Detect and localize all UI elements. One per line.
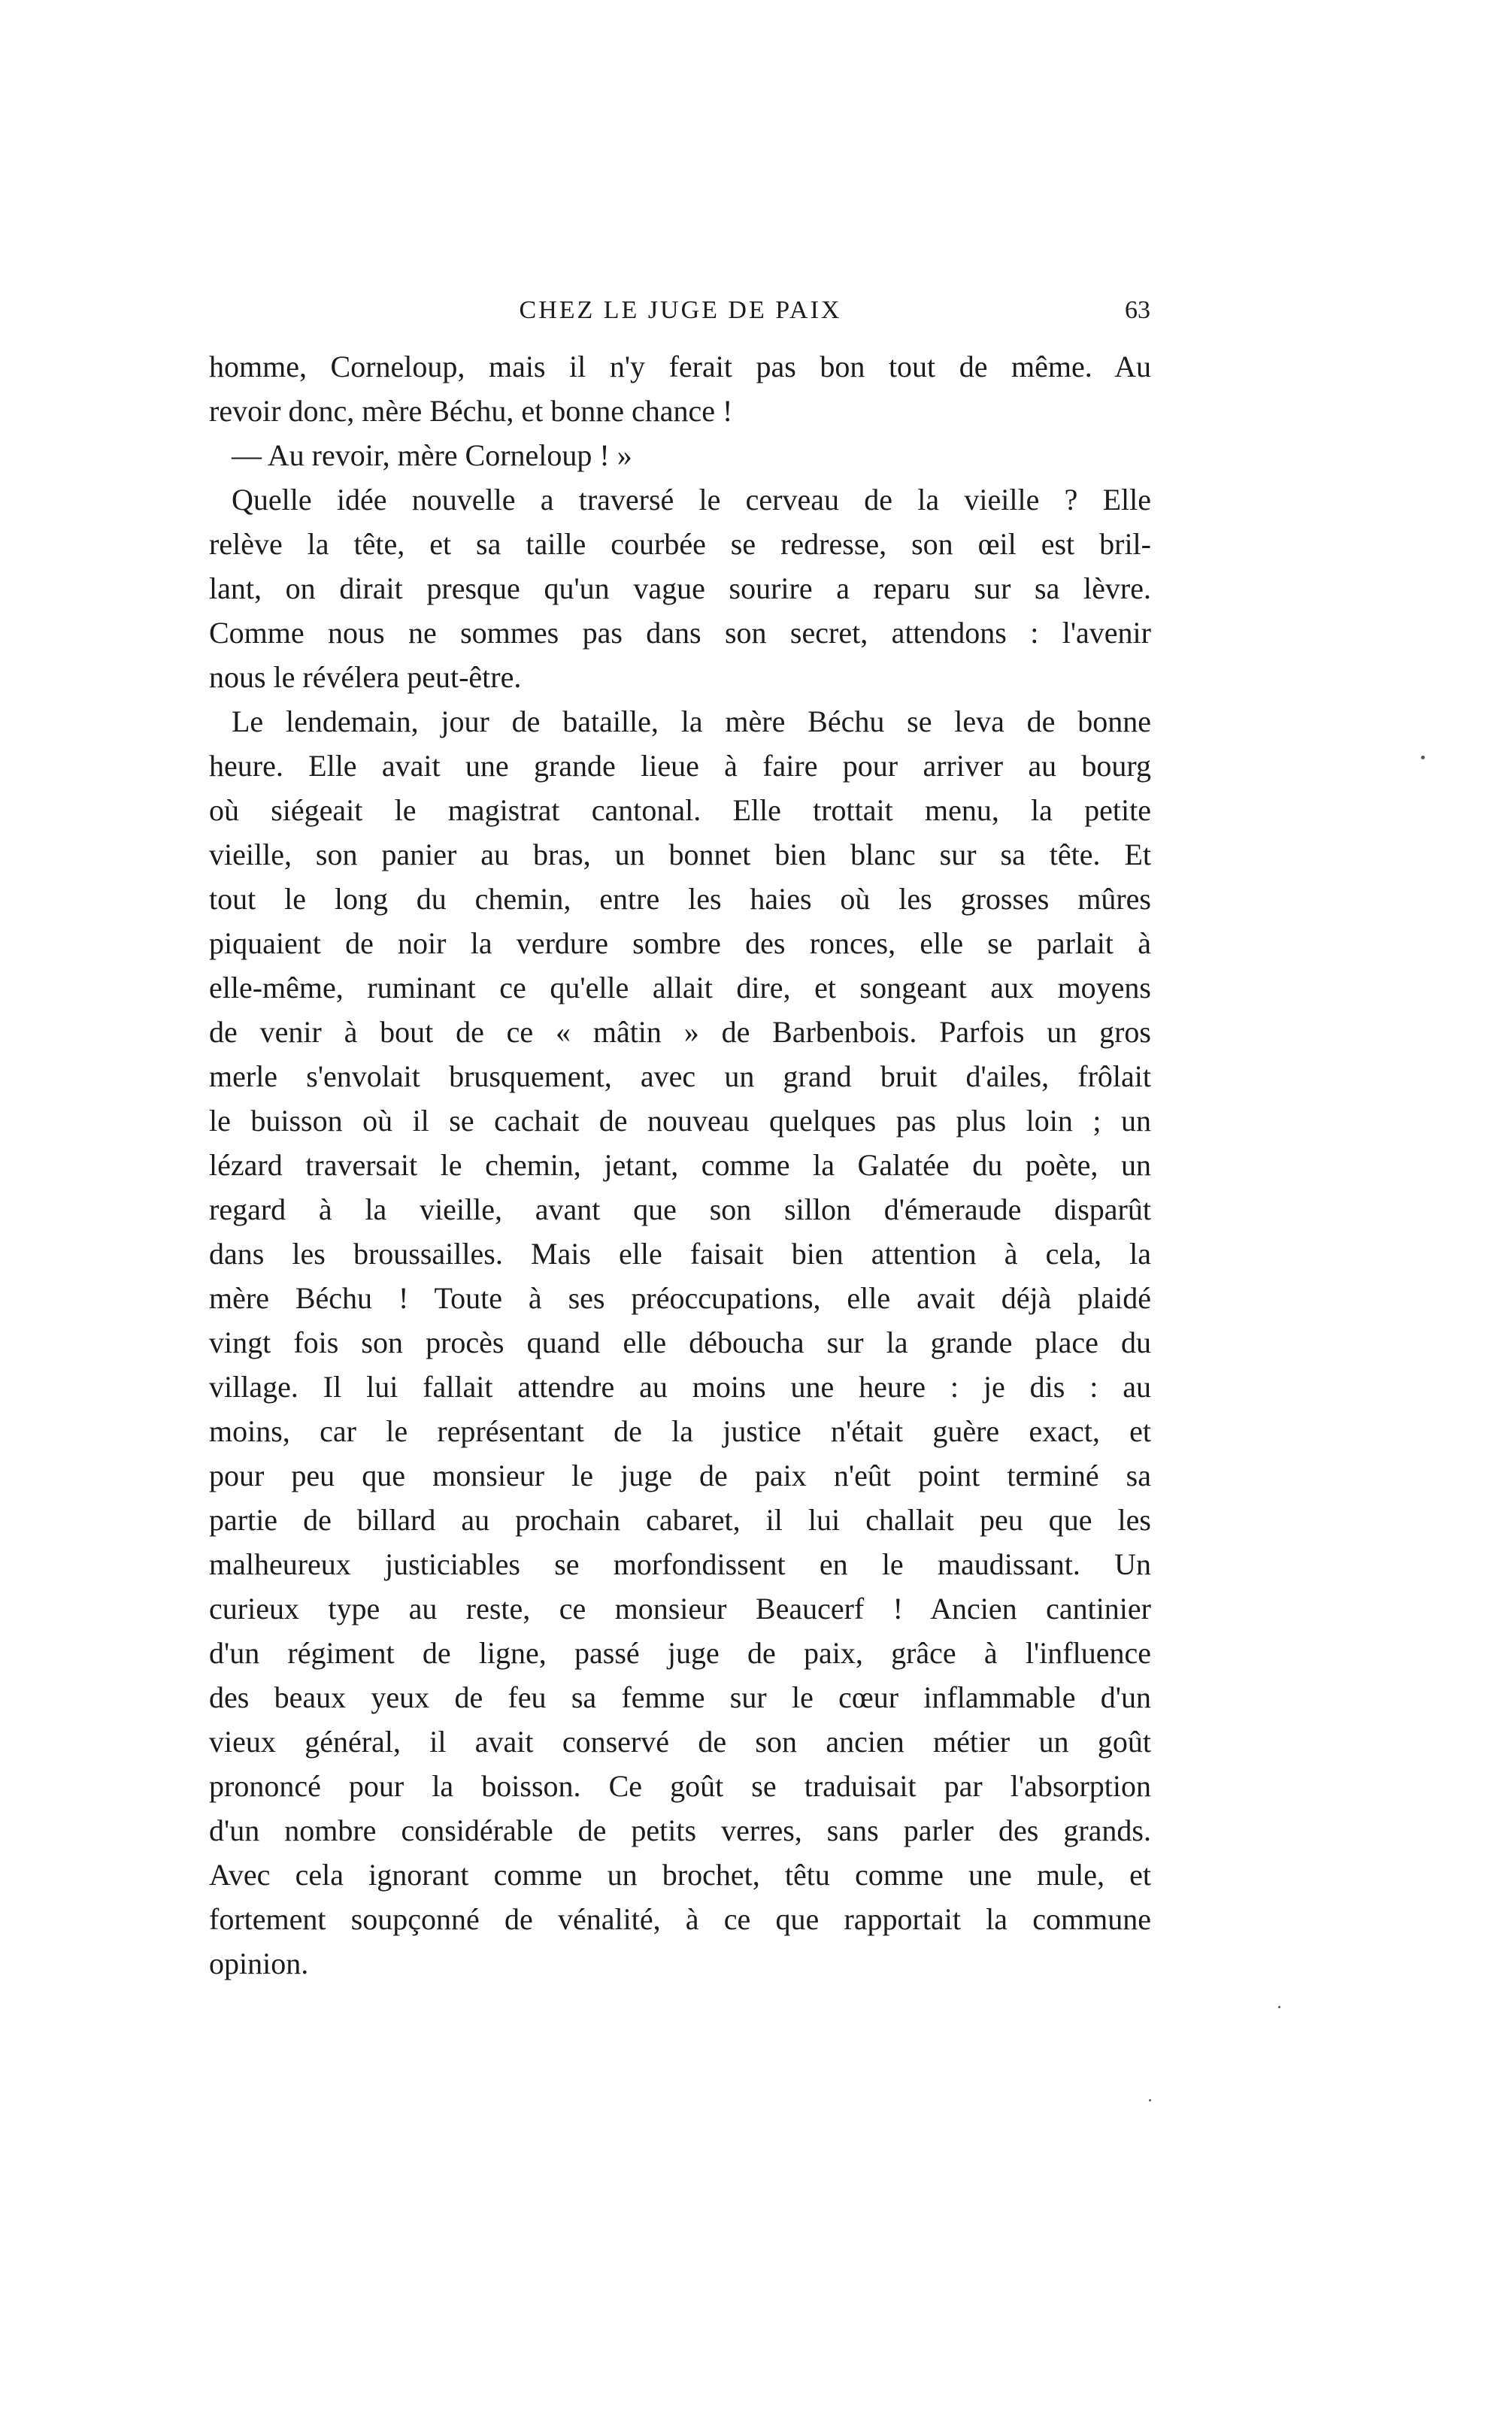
text-line: mère Béchu ! Toute à ses préoccupations, elle avait déjà plaidé [209, 1281, 1151, 1315]
text-line: piquaient de noir la verdure sombre des ronces, elle se parlait à [209, 926, 1151, 960]
text-line: curieux type au reste, ce monsieur Beaucerf ! Ancien cantinier [209, 1592, 1151, 1626]
text-line: moins, car le représentant de la justice n'était guère exact, et [209, 1414, 1151, 1448]
text-line: — Au revoir, mère Corneloup ! » [232, 438, 632, 472]
text-line: le buisson où il se cachait de nouveau quelques pas plus loin ; un [209, 1104, 1151, 1138]
text-line: homme, Corneloup, mais il n'y ferait pas bon tout de même. Au [209, 350, 1151, 383]
text-line: pour peu que monsieur le juge de paix n'eût point terminé sa [209, 1459, 1151, 1492]
text-line: lant, on dirait presque qu'un vague sourire a reparu sur sa lèvre. [209, 571, 1151, 605]
paper-speck [1421, 756, 1425, 759]
text-line: vingt fois son procès quand elle déboucha sur la grande place du [209, 1326, 1151, 1359]
text-line: des beaux yeux de feu sa femme sur le cœur inflammable d'un [209, 1680, 1151, 1714]
text-line: Le lendemain, jour de bataille, la mère Béchu se leva de bonne [232, 704, 1151, 738]
text-line: de venir à bout de ce « mâtin » de Barbenbois. Parfois un gros [209, 1015, 1151, 1049]
text-line: Quelle idée nouvelle a traversé le cerveau de la vieille ? Elle [232, 483, 1151, 517]
text-line: partie de billard au prochain cabaret, il lui challait peu que les [209, 1503, 1151, 1537]
text-line: tout le long du chemin, entre les haies où les grosses mûres [209, 882, 1151, 916]
text-line: d'un régiment de ligne, passé juge de paix, grâce à l'influence [209, 1636, 1151, 1670]
text-line: Comme nous ne sommes pas dans son secret, attendons : l'avenir [209, 616, 1151, 650]
text-line: regard à la vieille, avant que son sillon d'émeraude disparût [209, 1192, 1151, 1226]
text-line: dans les broussailles. Mais elle faisait bien attention à cela, la [209, 1237, 1151, 1271]
text-line: malheureux justiciables se morfondissent en le maudissant. Un [209, 1547, 1151, 1581]
body-text [209, 344, 1151, 1986]
text-line: elle-même, ruminant ce qu'elle allait dire, et songeant aux moyens [209, 971, 1151, 1004]
text-line: revoir donc, mère Béchu, et bonne chance ! [209, 394, 733, 428]
page-number: 63 [1125, 296, 1150, 324]
text-line: opinion. [209, 1947, 309, 1980]
text-line: d'un nombre considérable de petits verres, sans parler des grands. [209, 1813, 1151, 1847]
text-line: merle s'envolait brusquement, avec un grand bruit d'ailes, frôlait [209, 1059, 1151, 1093]
text-line: relève la tête, et sa taille courbée se redresse, son œil est bril- [209, 527, 1151, 561]
text-line: nous le révélera peut-être. [209, 660, 522, 694]
text-line: vieille, son panier au bras, un bonnet bien blanc sur sa tête. Et [209, 838, 1151, 871]
text-line: lézard traversait le chemin, jetant, comme la Galatée du poète, un [209, 1148, 1151, 1182]
running-header [211, 292, 1150, 329]
paper-speck [1278, 2006, 1280, 2008]
paper-speck [1149, 2099, 1151, 2101]
text-line: heure. Elle avait une grande lieue à faire pour arriver au bourg [209, 749, 1151, 783]
running-title: CHEZ LE JUGE DE PAIX [519, 296, 842, 324]
text-line: village. Il lui fallait attendre au moins une heure : je dis : au [209, 1370, 1151, 1404]
text-line: vieux général, il avait conservé de son ancien métier un goût [209, 1725, 1151, 1759]
text-line: fortement soupçonné de vénalité, à ce que rapportait la commune [209, 1902, 1151, 1936]
text-line: prononcé pour la boisson. Ce goût se traduisait par l'absorption [209, 1769, 1151, 1803]
text-line: Avec cela ignorant comme un brochet, têtu comme une mule, et [209, 1858, 1151, 1892]
text-line: où siégeait le magistrat cantonal. Elle trottait menu, la petite [209, 793, 1151, 827]
